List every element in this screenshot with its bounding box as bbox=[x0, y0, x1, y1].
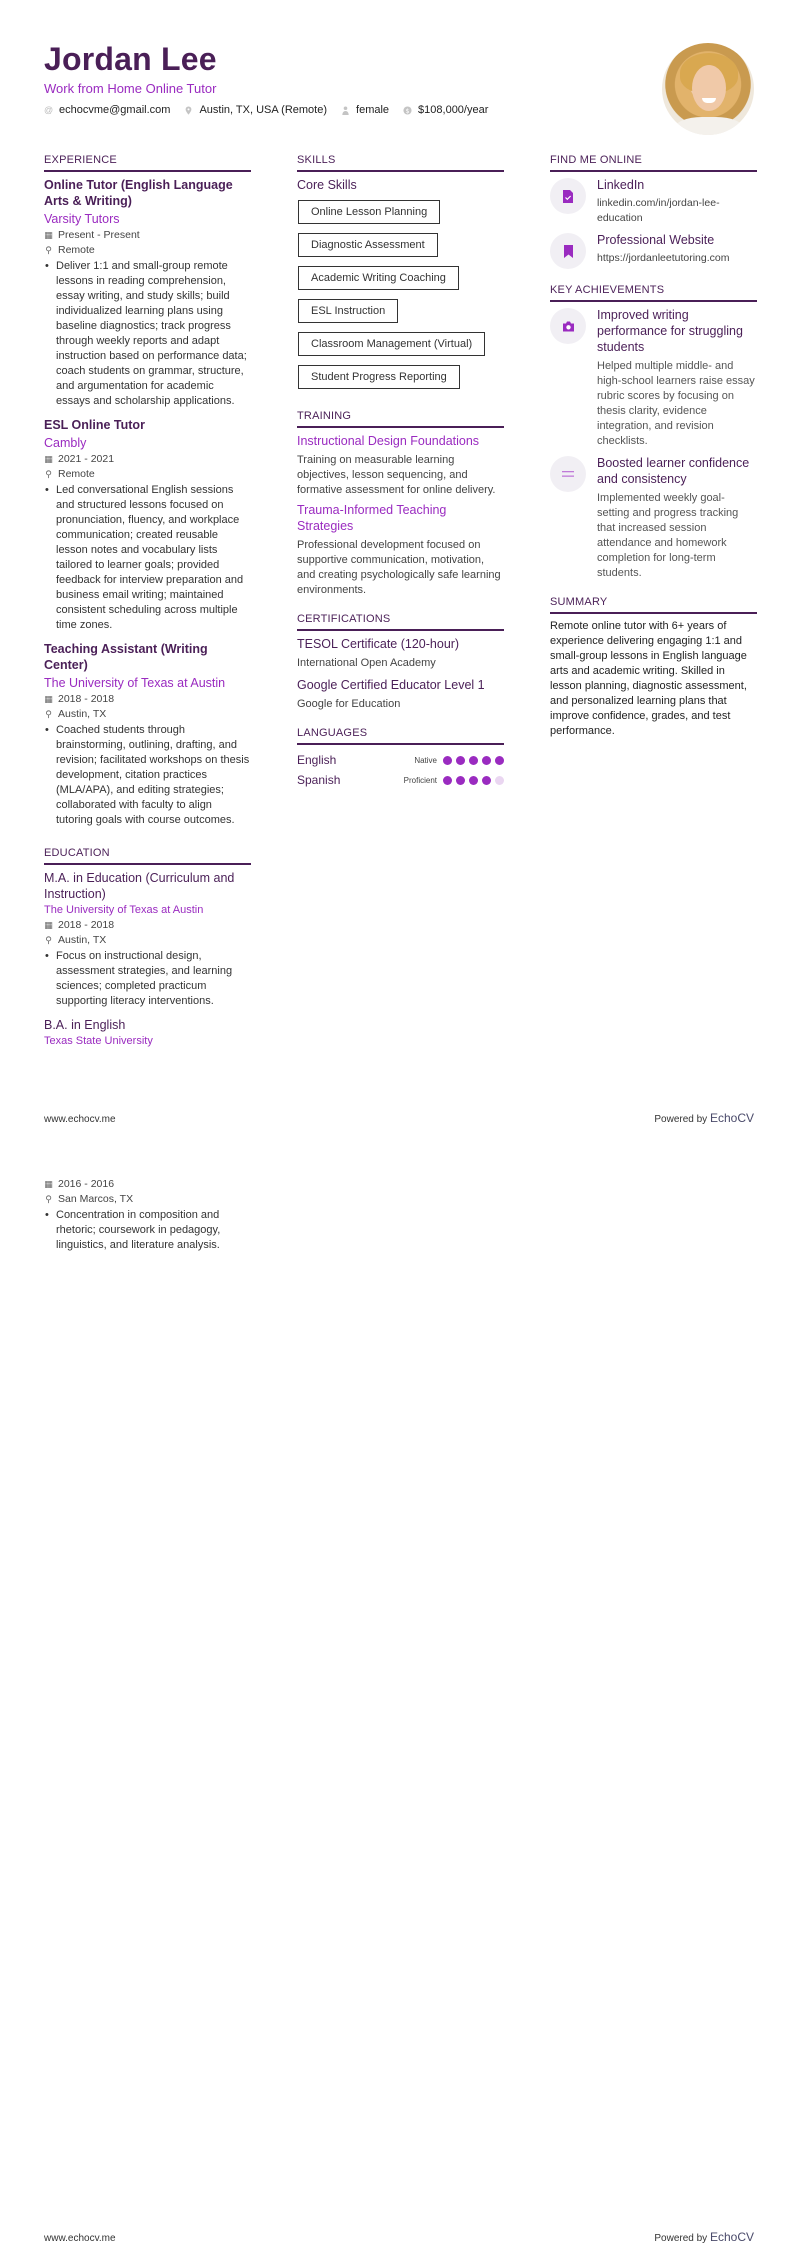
skill-tag: Academic Writing Coaching bbox=[298, 266, 459, 290]
achievement-title: Boosted learner confidence and consistency bbox=[597, 456, 750, 486]
footer-site-link[interactable]: www.echocv.me bbox=[44, 1114, 116, 1125]
job-title: Online Tutor (English Language Arts & Writing) bbox=[44, 178, 233, 208]
section-title: KEY ACHIEVEMENTS bbox=[550, 283, 757, 302]
salary-text: $108,000/year bbox=[418, 104, 489, 116]
bullet-item: • Focus on instructional design, assessment strategies, and learning sciences; completed practicum supporting literacy interventions. bbox=[44, 949, 251, 1009]
section-title: SUMMARY bbox=[550, 595, 757, 614]
training-desc: Professional development focused on supportive communication, motivation, and creating psychologically safe learning environments. bbox=[297, 539, 501, 596]
language-name: Spanish bbox=[297, 773, 341, 787]
job-title: ESL Online Tutor bbox=[44, 418, 145, 432]
languages-section bbox=[297, 726, 504, 790]
contact-bar bbox=[44, 104, 644, 116]
company-name: Varsity Tutors bbox=[44, 212, 120, 226]
language-level: Native bbox=[414, 755, 437, 765]
cert-org: International Open Academy bbox=[297, 657, 436, 669]
job-dates: ▦ 2018 - 2018 bbox=[44, 693, 115, 705]
brand-name[interactable]: EchoCV bbox=[709, 1111, 754, 1125]
calendar-icon: ▦ bbox=[44, 1179, 53, 1189]
achievement-item bbox=[550, 307, 757, 449]
skill-tag: Diagnostic Assessment bbox=[298, 233, 438, 257]
training-section bbox=[297, 409, 504, 598]
degree-title: B.A. in English bbox=[44, 1018, 126, 1032]
location-text: Austin, TX, USA (Remote) bbox=[199, 104, 328, 116]
section-title: CERTIFICATIONS bbox=[297, 612, 504, 631]
job-title: Teaching Assistant (Writing Center) bbox=[44, 642, 208, 672]
education-section bbox=[44, 846, 251, 1049]
contact-salary bbox=[403, 104, 488, 116]
footer-powered: Powered by EchoCV bbox=[654, 1111, 754, 1125]
gender-text: female bbox=[356, 104, 390, 116]
bullet-item: • Deliver 1:1 and small-group remote lessons in reading comprehension, essay writing, and study skills; build individualized learning plans using baseline diagnostics; track progress through weekly reports and adapt instruction based on performance data; coach students on grammar, structure, and argumentation for academic essays and scholarship applications. bbox=[44, 259, 251, 409]
location-pin-icon: ⚲ bbox=[45, 1194, 52, 1204]
experience-section bbox=[44, 153, 251, 828]
person-icon bbox=[341, 106, 350, 115]
footer-powered: Powered by EchoCV bbox=[654, 2230, 754, 2244]
candidate-role: Work from Home Online Tutor bbox=[44, 81, 217, 96]
edu-bullets bbox=[44, 949, 251, 1009]
edu-location: ⚲ San Marcos, TX bbox=[45, 1193, 134, 1205]
money-icon bbox=[403, 106, 412, 115]
experience-entry bbox=[44, 177, 251, 409]
bullet-item: • Coached students through brainstorming, outlining, drafting, and revision; facilitated workshops on thesis development, citation practices (MLA/APA), and editing strategies; collaborated with faculty to align tutoring goals with course outcomes. bbox=[44, 723, 251, 828]
degree-title: M.A. in Education (Curriculum and Instruction) bbox=[44, 871, 235, 901]
bullet-item: • Concentration in composition and rhetoric; coursework in pedagogy, linguistics, and literature analysis. bbox=[44, 1208, 251, 1253]
contact-email[interactable] bbox=[44, 104, 170, 116]
edu-bullets bbox=[44, 1208, 251, 1253]
bookmark-icon bbox=[550, 233, 586, 269]
job-location: ⚲ Remote bbox=[45, 468, 95, 480]
job-bullets bbox=[44, 723, 251, 828]
language-rating bbox=[443, 756, 504, 765]
achievements-section bbox=[550, 283, 757, 581]
language-level: Proficient bbox=[403, 775, 437, 785]
achievement-item bbox=[550, 455, 757, 581]
bullet-item: • Led conversational English sessions and structured lessons focused on pronunciation, fluency, and workplace communication; created reusable lesson notes and vocabulary lists tailored to learner goals; provided feedback for interview preparation and business email writing; maintained consistent scheduling across multiple time zones. bbox=[44, 483, 251, 633]
right-column bbox=[550, 153, 757, 753]
job-bullets bbox=[44, 259, 251, 409]
skills-group-title: Core Skills bbox=[297, 178, 357, 192]
link-name: LinkedIn bbox=[597, 178, 645, 192]
edu-location: ⚲ Austin, TX bbox=[45, 934, 107, 946]
achievement-desc: Implemented weekly goal-setting and progress tracking that increased session attendance and homework completion for long-term students. bbox=[597, 492, 739, 579]
skill-tag: Student Progress Reporting bbox=[298, 365, 460, 389]
left-column bbox=[44, 153, 251, 1063]
edu-dates: ▦ 2018 - 2018 bbox=[44, 919, 115, 931]
candidate-name: Jordan Lee bbox=[44, 41, 217, 77]
email-text: echocvme@gmail.com bbox=[59, 104, 171, 116]
job-bullets bbox=[44, 483, 251, 633]
profile-link[interactable] bbox=[550, 177, 757, 226]
location-pin-icon: ⚲ bbox=[45, 245, 52, 255]
section-title: EDUCATION bbox=[44, 846, 251, 865]
link-url[interactable]: linkedin.com/in/jordan-lee-education bbox=[597, 197, 720, 224]
company-name: The University of Texas at Austin bbox=[44, 676, 226, 690]
page-footer bbox=[44, 2230, 754, 2244]
job-location: ⚲ Remote bbox=[45, 244, 95, 256]
location-pin-icon: ⚲ bbox=[45, 709, 52, 719]
achievement-desc: Helped multiple middle- and high-school learners raise essay rubric scores by focusing on thesis clarity, evidence integration, and revision checklists. bbox=[597, 360, 755, 447]
section-title: LANGUAGES bbox=[297, 726, 504, 745]
edu-dates: ▦ 2016 - 2016 bbox=[44, 1178, 115, 1190]
find-me-online-section bbox=[550, 153, 757, 269]
skill-tag: Classroom Management (Virtual) bbox=[298, 332, 485, 356]
resume-header bbox=[44, 40, 644, 116]
education-entry bbox=[44, 1017, 251, 1049]
training-title: Trauma-Informed Teaching Strategies bbox=[297, 503, 447, 533]
calendar-icon: ▦ bbox=[44, 694, 53, 704]
language-row bbox=[297, 770, 504, 790]
skill-tags bbox=[297, 197, 504, 395]
middle-column bbox=[297, 153, 504, 804]
footer-site-link[interactable]: www.echocv.me bbox=[44, 2233, 116, 2244]
section-title: EXPERIENCE bbox=[44, 153, 251, 172]
contact-gender bbox=[341, 104, 389, 116]
school-name: The University of Texas at Austin bbox=[44, 904, 204, 916]
section-title: FIND ME ONLINE bbox=[550, 153, 757, 172]
calendar-icon: ▦ bbox=[44, 454, 53, 464]
contact-location bbox=[184, 104, 327, 116]
link-name: Professional Website bbox=[597, 233, 715, 247]
calendar-icon: ▦ bbox=[44, 920, 53, 930]
svg-text:$: $ bbox=[405, 107, 410, 115]
equals-icon bbox=[550, 456, 586, 492]
location-pin-icon: ⚲ bbox=[45, 469, 52, 479]
job-dates: ▦ 2021 - 2021 bbox=[44, 453, 115, 465]
summary-section bbox=[550, 595, 757, 739]
experience-entry bbox=[44, 641, 251, 828]
job-dates: ▦ Present - Present bbox=[44, 229, 140, 241]
school-name: Texas State University bbox=[44, 1035, 153, 1047]
at-icon: @ bbox=[44, 104, 54, 115]
language-name: English bbox=[297, 753, 337, 767]
resume-page-2 bbox=[0, 1123, 794, 2246]
cert-org: Google for Education bbox=[297, 698, 401, 710]
camera-icon bbox=[550, 308, 586, 344]
education-continuation bbox=[44, 1177, 251, 1253]
achievement-title: Improved writing performance for struggling students bbox=[597, 308, 743, 354]
document-check-icon bbox=[550, 178, 586, 214]
cert-title: TESOL Certificate (120-hour) bbox=[297, 637, 460, 651]
certifications-section bbox=[297, 612, 504, 712]
company-name: Cambly bbox=[44, 436, 87, 450]
profile-link[interactable] bbox=[550, 232, 757, 269]
education-entry bbox=[44, 870, 251, 1009]
training-title: Instructional Design Foundations bbox=[297, 434, 480, 448]
location-pin-icon: ⚲ bbox=[45, 935, 52, 945]
training-desc: Training on measurable learning objectives, lesson sequencing, and formative assessment for online delivery. bbox=[297, 454, 496, 496]
calendar-icon: ▦ bbox=[44, 230, 53, 240]
cert-title: Google Certified Educator Level 1 bbox=[297, 678, 485, 692]
skill-tag: Online Lesson Planning bbox=[298, 200, 440, 224]
language-row bbox=[297, 750, 504, 770]
summary-text: Remote online tutor with 6+ years of experience delivering engaging 1:1 and small-group lessons in English language arts and academic writing. Skilled in lesson planning, diagnostic assessment, and personalized learning plans that improve confidence, grades, and test performance. bbox=[550, 620, 747, 737]
section-title: SKILLS bbox=[297, 153, 504, 172]
link-url[interactable]: https://jordanleetutoring.com bbox=[597, 252, 730, 264]
language-rating bbox=[443, 776, 504, 785]
skills-section bbox=[297, 153, 504, 395]
profile-photo bbox=[662, 43, 754, 135]
experience-entry bbox=[44, 417, 251, 633]
skill-tag: ESL Instruction bbox=[298, 299, 398, 323]
section-title: TRAINING bbox=[297, 409, 504, 428]
brand-name[interactable]: EchoCV bbox=[709, 2230, 754, 2244]
location-pin-icon bbox=[184, 106, 193, 115]
job-location: ⚲ Austin, TX bbox=[45, 708, 107, 720]
